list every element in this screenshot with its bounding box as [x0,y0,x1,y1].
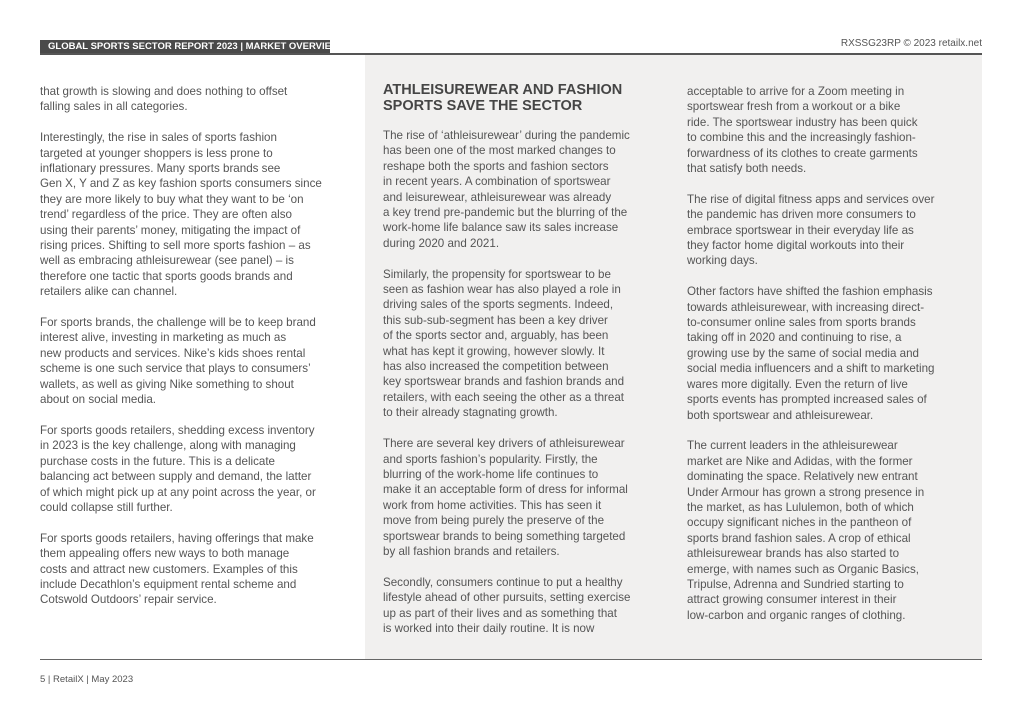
paragraph: For sports goods retailers, having offerings that make them appealing offers new ways to both manage costs and attract new customers. Examples of this include Decathlon’s equipment rental scheme and Cotswold Outdoors’ repair service. [40,531,314,607]
page-footer: 5 | RetailX | May 2023 [40,674,134,685]
paragraph: For sports goods retailers, shedding excess inventory in 2023 is the key challenge, along with managing purchase costs in the future. This is a delicate balancing act between supply and demand, the latter of which might pick up at any point across the year, or could collapse still further. [40,423,316,514]
paragraph: The rise of ‘athleisurewear’ during the pandemic has been one of the most marked changes to reshape both the sports and fashion sectors in recent years. A combination of sportswear and leisurewear, athleisurewear was already a key trend pre-pandemic but the blurring of the work-home life balance saw its sales increase during 2020 and 2021. [383,129,630,250]
paragraph: The current leaders in the athleisurewear market are Nike and Adidas, with the former dominating the space. Relatively new entrant Under Armour has grown a strong presence in the market, as has Lululemon, both of which occupy significant niches in the pantheon of sports brand fashion sales. A crop of ethical athleisurewear brands has also started to emerge, with names such as Organic Basics, Tripulse, Adrenna and Sundried starting to attract growing consumer interest in their low-carbon and organic ranges of clothing. [687,439,925,622]
panel-column-2 [687,84,977,639]
panel-heading: ATHLEISUREWEAR AND FASHION SPORTS SAVE THE SECTOR [383,82,623,114]
paragraph: For sports brands, the challenge will be to keep brand interest alive, investing in marketing as much as new products and services. Nike’s kids shoes rental scheme is one such service that plays to consumers’ wallets, as well as giving Nike something to shout about on social media. [40,316,316,407]
paragraph: Other factors have shifted the fashion emphasis towards athleisurewear, with increasing direct- to-consumer online sales from sports brands taking off in 2020 and continuing to rise, a growing use by the same of social media and social media influencers and a shift to marketing wares more digitally. Even the return of live sports events has prompted increased sales of both sportswear and athleisurewear. [687,285,935,422]
footer-divider [40,659,982,660]
paragraph: acceptable to arrive for a Zoom meeting in sportswear fresh from a workout or a bike ride. The sportswear industry has been quick to combine this and the increasingly fashion- forwardness of its clothes to create garments that satisfy both needs. [687,85,918,176]
panel-column-1 [383,82,663,652]
body-column-1 [40,84,360,623]
paragraph: The rise of digital fitness apps and services over the pandemic has driven more consumers to embrace sportswear in their everyday life as they factor home digital workouts into their working days. [687,192,935,268]
paragraph: There are several key drivers of athleisurewear and sports fashion’s popularity. Firstly, the blurring of the work-home life continues to make it an acceptable form of dress for informal work from home activities. This has seen it move from being purely the preserve of the sportswear brands to being something targeted by all fashion brands and retailers. [383,437,628,558]
paragraph: Similarly, the propensity for sportswear to be seen as fashion wear has also played a role in driving sales of the sports segments. Indeed, this sub-sub-segment has been a key driver of the sports sector and, arguably, has been what has kept it growing, however slowly. It has also increased the competition between key sportswear brands and fashion brands and retailers, with each seeing the other as a threat to their already stagnating growth. [383,267,625,420]
section-title: GLOBAL SPORTS SECTOR REPORT 2023 | MARKET OVERVIEW [40,40,330,54]
report-reference: RXSSG23RP © 2023 retailx.net [840,38,982,49]
paragraph: that growth is slowing and does nothing to offset falling sales in all categories. [40,85,288,114]
paragraph: Secondly, consumers continue to put a healthy lifestyle ahead of other pursuits, setting exercise up as part of their lives and as something that is worked into their daily routine. It is now [383,575,631,635]
paragraph: Interestingly, the rise in sales of sports fashion targeted at younger shoppers is less prone to inflationary pressures. Many sports brands see Gen X, Y and Z as key fashion sports consumers since they are more likely to buy what they want to be ‘on trend’ regardless of the price. They are often also using their parents’ money, mitigating the impact of rising prices. Shifting to sell more sports fashion – as well as embracing athleisurewear (see panel) – is therefore one tactic that sports goods brands and retailers alike can channel. [40,131,322,299]
